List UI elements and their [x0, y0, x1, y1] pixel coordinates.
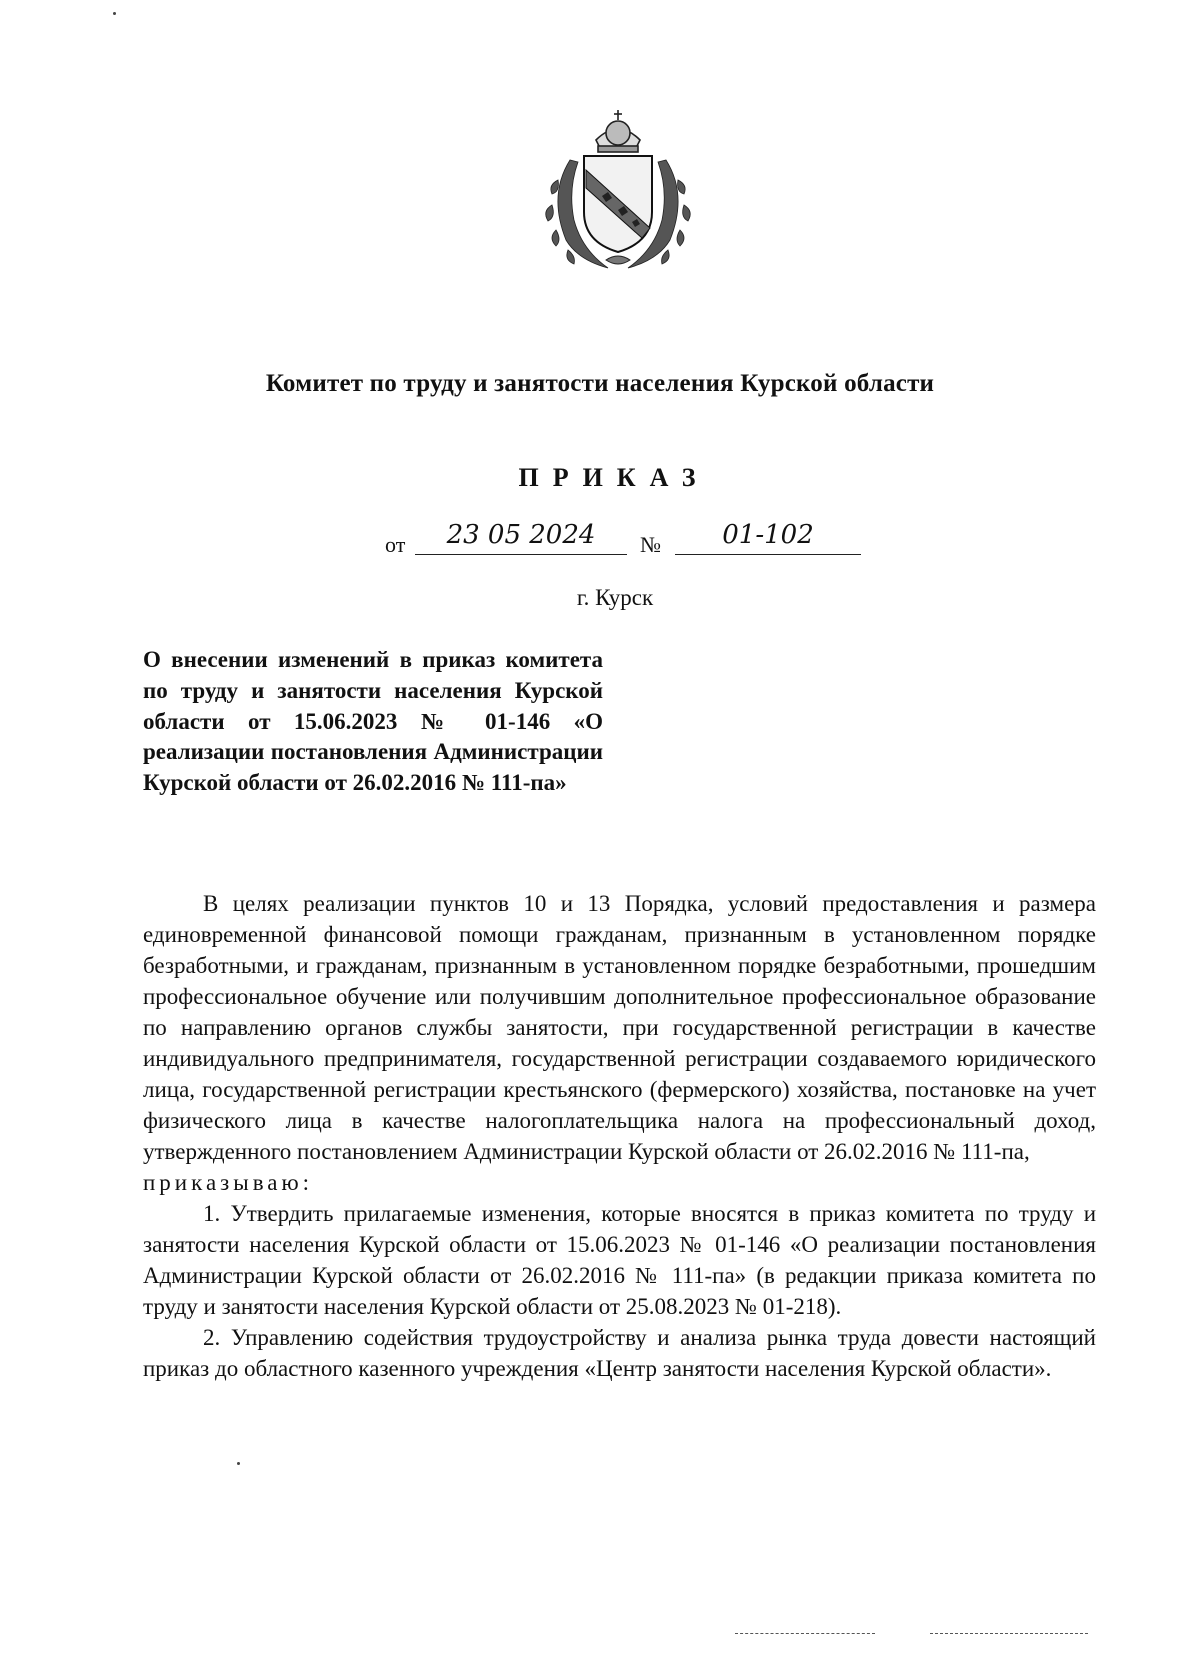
order-date-number-line: [385, 520, 865, 560]
item-1-paragraph: 1. Утвердить прилагаемые изменения, которые вносятся в приказ комитета по труду и занятости населения Курской области от 15.06.2023 № 01-146 «О реализации постановления Администрации Курской области от 26.02.2016 № 111-па» (в редакции приказа комитета по труду и занятости населения Курской области от 25.08.2023 № 01-218).: [143, 1201, 1096, 1319]
document-type-title: ПРИКАЗ: [518, 463, 710, 492]
scan-speck: [113, 12, 116, 15]
order-word-text: приказываю:: [143, 1170, 314, 1195]
order-subject: О внесении изменений в приказ комитета по труду и занятости населения Курской области от 15.06.2023 № 01-146 «О реализации постановления Администрации Курской области от 26.02.2016 № 111-па»: [143, 647, 603, 796]
order-body: [143, 888, 1096, 1384]
date-prefix: от: [385, 532, 406, 557]
city-label: г. Курск: [576, 585, 654, 610]
handwritten-number: 01-102: [675, 520, 861, 555]
footer-rule-left: [735, 1633, 875, 1634]
order-word: [143, 1167, 1096, 1198]
scan-speck: [237, 1462, 240, 1465]
number-sign: №: [640, 532, 661, 557]
organization-title: Комитет по труду и занятости населения Курской области: [265, 370, 935, 397]
item-2-paragraph: 2. Управлению содействия трудоустройству и анализа рынка труда довести настоящий приказ до областного казенного учреждения «Центр занятости населения Курской области».: [143, 1325, 1096, 1381]
handwritten-date: 23 05 2024: [415, 520, 627, 555]
footer-rule-right: [930, 1633, 1088, 1634]
coat-of-arms-emblem: [538, 100, 698, 275]
preamble-paragraph: В целях реализации пунктов 10 и 13 Порядка, условий предоставления и размера единовременной финансовой помощи гражданам, признанным в установленном порядке безработными, и гражданам, признанным в установленном порядке безработными, прошедшим профессиональное обучение или получившим дополнительное профессиональное образование по направлению органов службы занятости, при государственной регистрации в качестве индивидуального предпринимателя, государственной регистрации создаваемого юридического лица, государственной регистрации крестьянского (фермерского) хозяйства, постановке на учет физического лица в качестве налогоплательщика налога на профессиональный доход, утвержденного постановлением Администрации Курской области от 26.02.2016 № 111-па,: [143, 891, 1096, 1164]
